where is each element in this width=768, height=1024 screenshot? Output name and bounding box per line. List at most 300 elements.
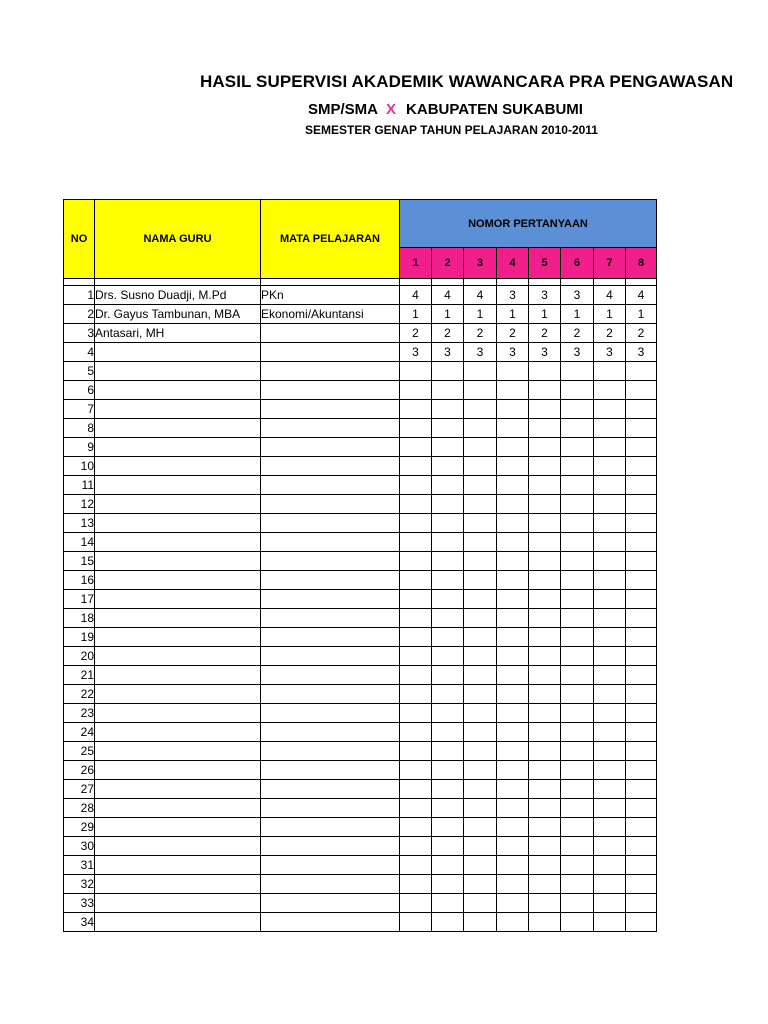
score-cell-q5 — [529, 628, 561, 647]
score-cell-q7 — [594, 780, 626, 799]
subject-cell — [261, 324, 400, 343]
score-cell-q4 — [497, 704, 529, 723]
teacher-name-cell — [95, 533, 261, 552]
score-cell-q8 — [626, 609, 657, 628]
score-cell-q2: 4 — [432, 286, 464, 305]
score-cell-q2 — [432, 837, 464, 856]
row-number-cell: 33 — [64, 894, 95, 913]
score-cell-q3 — [464, 742, 497, 761]
score-cell-q3 — [464, 780, 497, 799]
score-cell-q2 — [432, 818, 464, 837]
score-cell-q4 — [497, 571, 529, 590]
subject-cell — [261, 381, 400, 400]
table-row — [64, 685, 657, 704]
score-cell-q4 — [497, 647, 529, 666]
table-row — [64, 818, 657, 837]
score-cell-q5 — [529, 666, 561, 685]
score-cell-q8 — [626, 666, 657, 685]
score-cell-q7 — [594, 495, 626, 514]
row-number-cell: 4 — [64, 343, 95, 362]
score-cell-q7 — [594, 362, 626, 381]
score-cell-q3 — [464, 818, 497, 837]
score-cell-q7 — [594, 457, 626, 476]
score-cell-q2: 1 — [432, 305, 464, 324]
subject-cell — [261, 514, 400, 533]
subject-cell — [261, 761, 400, 780]
score-cell-q3 — [464, 647, 497, 666]
score-cell-q5 — [529, 514, 561, 533]
subject-cell — [261, 457, 400, 476]
score-cell-q4: 3 — [497, 286, 529, 305]
score-cell-q2 — [432, 875, 464, 894]
teacher-name-cell — [95, 457, 261, 476]
row-number-cell: 14 — [64, 533, 95, 552]
score-cell-q6: 1 — [561, 305, 594, 324]
score-cell-q6: 3 — [561, 286, 594, 305]
score-cell-q3: 3 — [464, 343, 497, 362]
score-cell-q4 — [497, 628, 529, 647]
score-cell-q6 — [561, 400, 594, 419]
subject-cell — [261, 343, 400, 362]
table-row — [64, 780, 657, 799]
score-cell-q3 — [464, 609, 497, 628]
row-number-cell: 29 — [64, 818, 95, 837]
score-cell-q3 — [464, 400, 497, 419]
table-row — [64, 913, 657, 932]
score-cell-q5 — [529, 818, 561, 837]
score-cell-q5: 3 — [529, 286, 561, 305]
score-cell-q2 — [432, 400, 464, 419]
score-cell-q7: 4 — [594, 286, 626, 305]
score-cell-q1 — [400, 837, 432, 856]
score-cell-q5 — [529, 875, 561, 894]
teacher-name-cell — [95, 666, 261, 685]
row-number-cell: 2 — [64, 305, 95, 324]
score-cell-q7 — [594, 723, 626, 742]
score-cell-q1 — [400, 419, 432, 438]
score-cell-q7 — [594, 590, 626, 609]
score-cell-q4 — [497, 742, 529, 761]
subject-cell — [261, 552, 400, 571]
score-cell-q3 — [464, 552, 497, 571]
row-number-cell: 34 — [64, 913, 95, 932]
score-cell-q1 — [400, 666, 432, 685]
score-cell-q7 — [594, 609, 626, 628]
score-cell-q1: 3 — [400, 343, 432, 362]
table-row — [64, 495, 657, 514]
subject-cell — [261, 495, 400, 514]
subject-cell — [261, 590, 400, 609]
score-cell-q1 — [400, 742, 432, 761]
score-cell-q8 — [626, 799, 657, 818]
row-number-cell: 11 — [64, 476, 95, 495]
score-cell-q2 — [432, 495, 464, 514]
score-cell-q8 — [626, 780, 657, 799]
score-cell-q6 — [561, 818, 594, 837]
row-number-cell: 32 — [64, 875, 95, 894]
score-cell-q6 — [561, 875, 594, 894]
score-cell-q5: 3 — [529, 343, 561, 362]
subject-cell — [261, 723, 400, 742]
score-cell-q1 — [400, 894, 432, 913]
score-cell-q6 — [561, 628, 594, 647]
score-cell-q5 — [529, 362, 561, 381]
row-number-cell: 23 — [64, 704, 95, 723]
score-cell-q1 — [400, 457, 432, 476]
subject-cell — [261, 438, 400, 457]
subject-cell — [261, 571, 400, 590]
score-cell-q2 — [432, 894, 464, 913]
school-level: SMP/SMA — [308, 101, 379, 118]
score-cell-q3 — [464, 723, 497, 742]
question-number-3: 3 — [464, 248, 497, 279]
subject-cell — [261, 894, 400, 913]
score-cell-q7 — [594, 704, 626, 723]
score-cell-q2: 3 — [432, 343, 464, 362]
score-cell-q4 — [497, 837, 529, 856]
score-cell-q5 — [529, 476, 561, 495]
score-cell-q2 — [432, 438, 464, 457]
score-cell-q3 — [464, 894, 497, 913]
score-cell-q6 — [561, 514, 594, 533]
score-cell-q1 — [400, 913, 432, 932]
score-cell-q3 — [464, 381, 497, 400]
score-cell-q6 — [561, 666, 594, 685]
teacher-name-cell — [95, 343, 261, 362]
score-cell-q6 — [561, 856, 594, 875]
score-cell-q7 — [594, 400, 626, 419]
score-cell-q4 — [497, 533, 529, 552]
teacher-name-cell: Dr. Gayus Tambunan, MBA — [95, 305, 261, 324]
score-cell-q6: 2 — [561, 324, 594, 343]
score-cell-q4 — [497, 685, 529, 704]
score-cell-q5 — [529, 609, 561, 628]
row-number-cell: 5 — [64, 362, 95, 381]
score-cell-q6 — [561, 704, 594, 723]
score-cell-q7 — [594, 666, 626, 685]
subject-cell — [261, 419, 400, 438]
score-cell-q7 — [594, 818, 626, 837]
score-cell-q1 — [400, 552, 432, 571]
table-row — [64, 647, 657, 666]
score-cell-q1 — [400, 533, 432, 552]
score-cell-q1 — [400, 799, 432, 818]
score-cell-q1 — [400, 362, 432, 381]
teacher-name-cell — [95, 742, 261, 761]
score-cell-q3 — [464, 666, 497, 685]
teacher-name-cell — [95, 894, 261, 913]
question-number-7: 7 — [594, 248, 626, 279]
score-cell-q7 — [594, 894, 626, 913]
score-cell-q6 — [561, 533, 594, 552]
row-number-cell: 30 — [64, 837, 95, 856]
teacher-name-cell — [95, 761, 261, 780]
table-row — [64, 400, 657, 419]
score-cell-q8 — [626, 761, 657, 780]
score-cell-q4 — [497, 590, 529, 609]
subject-cell — [261, 400, 400, 419]
teacher-name-cell — [95, 818, 261, 837]
score-cell-q7 — [594, 476, 626, 495]
row-number-cell: 13 — [64, 514, 95, 533]
score-cell-q6 — [561, 362, 594, 381]
score-cell-q3 — [464, 362, 497, 381]
score-cell-q2 — [432, 761, 464, 780]
subject-cell — [261, 362, 400, 381]
score-cell-q7 — [594, 533, 626, 552]
teacher-name-cell — [95, 381, 261, 400]
score-cell-q6 — [561, 799, 594, 818]
score-cell-q6 — [561, 723, 594, 742]
score-cell-q1 — [400, 761, 432, 780]
score-cell-q1 — [400, 381, 432, 400]
score-cell-q7 — [594, 419, 626, 438]
score-cell-q2 — [432, 628, 464, 647]
score-cell-q6 — [561, 438, 594, 457]
subject-cell — [261, 647, 400, 666]
score-cell-q4 — [497, 381, 529, 400]
question-number-1: 1 — [400, 248, 432, 279]
table-row — [64, 343, 657, 362]
score-cell-q3: 2 — [464, 324, 497, 343]
score-cell-q7 — [594, 856, 626, 875]
score-cell-q2 — [432, 533, 464, 552]
score-cell-q5 — [529, 457, 561, 476]
teacher-name-cell — [95, 837, 261, 856]
score-cell-q2 — [432, 685, 464, 704]
table-row — [64, 875, 657, 894]
score-cell-q6: 3 — [561, 343, 594, 362]
score-cell-q8 — [626, 590, 657, 609]
teacher-name-cell — [95, 476, 261, 495]
score-cell-q3 — [464, 495, 497, 514]
table-row — [64, 571, 657, 590]
score-cell-q7 — [594, 742, 626, 761]
score-cell-q8 — [626, 628, 657, 647]
score-cell-q8 — [626, 400, 657, 419]
score-cell-q1 — [400, 875, 432, 894]
semester-label: SEMESTER GENAP TAHUN PELAJARAN 2010-2011 — [305, 123, 598, 137]
score-cell-q2 — [432, 590, 464, 609]
row-number-cell: 7 — [64, 400, 95, 419]
score-cell-q6 — [561, 609, 594, 628]
score-cell-q8 — [626, 837, 657, 856]
score-cell-q6 — [561, 571, 594, 590]
score-cell-q6 — [561, 685, 594, 704]
score-cell-q1 — [400, 609, 432, 628]
score-cell-q5 — [529, 761, 561, 780]
row-number-cell: 20 — [64, 647, 95, 666]
score-cell-q2 — [432, 913, 464, 932]
score-cell-q5 — [529, 590, 561, 609]
subject-cell — [261, 685, 400, 704]
score-cell-q7 — [594, 628, 626, 647]
subject-cell — [261, 704, 400, 723]
score-cell-q6 — [561, 837, 594, 856]
subject-cell — [261, 780, 400, 799]
row-number-cell: 27 — [64, 780, 95, 799]
score-cell-q3 — [464, 837, 497, 856]
table-row — [64, 514, 657, 533]
score-cell-q4 — [497, 552, 529, 571]
score-cell-q3 — [464, 799, 497, 818]
score-cell-q4 — [497, 609, 529, 628]
score-cell-q8 — [626, 913, 657, 932]
table-row — [64, 666, 657, 685]
score-cell-q1 — [400, 628, 432, 647]
question-number-6: 6 — [561, 248, 594, 279]
question-number-2: 2 — [432, 248, 464, 279]
score-cell-q2 — [432, 609, 464, 628]
score-cell-q1 — [400, 495, 432, 514]
table-row — [64, 894, 657, 913]
score-cell-q7 — [594, 438, 626, 457]
score-cell-q7 — [594, 647, 626, 666]
table-body — [64, 279, 657, 932]
score-cell-q1 — [400, 514, 432, 533]
row-number-cell: 19 — [64, 628, 95, 647]
score-cell-q5 — [529, 742, 561, 761]
subject-cell — [261, 476, 400, 495]
score-cell-q2 — [432, 362, 464, 381]
teacher-name-cell: Antasari, MH — [95, 324, 261, 343]
table-row — [64, 286, 657, 305]
score-cell-q7 — [594, 913, 626, 932]
score-cell-q5 — [529, 571, 561, 590]
score-cell-q3 — [464, 761, 497, 780]
score-cell-q5 — [529, 438, 561, 457]
score-cell-q1 — [400, 723, 432, 742]
score-cell-q8 — [626, 856, 657, 875]
score-cell-q5 — [529, 704, 561, 723]
score-cell-q3 — [464, 875, 497, 894]
teacher-name-cell — [95, 590, 261, 609]
score-cell-q4 — [497, 476, 529, 495]
score-cell-q8 — [626, 818, 657, 837]
subject-cell — [261, 666, 400, 685]
score-cell-q3 — [464, 438, 497, 457]
score-cell-q8 — [626, 514, 657, 533]
header-questions: NOMOR PERTANYAAN — [400, 200, 657, 248]
score-cell-q6 — [561, 761, 594, 780]
score-cell-q3 — [464, 571, 497, 590]
subject-cell — [261, 875, 400, 894]
score-cell-q6 — [561, 742, 594, 761]
subject-cell — [261, 837, 400, 856]
row-number-cell: 25 — [64, 742, 95, 761]
score-cell-q3 — [464, 514, 497, 533]
row-number-cell: 18 — [64, 609, 95, 628]
score-cell-q3 — [464, 476, 497, 495]
score-cell-q1: 4 — [400, 286, 432, 305]
row-number-cell: 26 — [64, 761, 95, 780]
teacher-name-cell — [95, 400, 261, 419]
score-cell-q8 — [626, 647, 657, 666]
score-cell-q8 — [626, 742, 657, 761]
score-cell-q4 — [497, 362, 529, 381]
document-subtitle — [308, 101, 583, 118]
score-cell-q5 — [529, 552, 561, 571]
subject-cell — [261, 856, 400, 875]
teacher-name-cell — [95, 438, 261, 457]
row-number-cell: 9 — [64, 438, 95, 457]
score-cell-q7 — [594, 571, 626, 590]
score-cell-q7: 2 — [594, 324, 626, 343]
score-cell-q8 — [626, 875, 657, 894]
score-cell-q3 — [464, 457, 497, 476]
score-cell-q7 — [594, 799, 626, 818]
score-cell-q1 — [400, 780, 432, 799]
score-cell-q4 — [497, 818, 529, 837]
table-row — [64, 723, 657, 742]
score-cell-q4: 3 — [497, 343, 529, 362]
score-cell-q6 — [561, 647, 594, 666]
subject-cell — [261, 609, 400, 628]
score-cell-q8 — [626, 419, 657, 438]
score-cell-q5 — [529, 913, 561, 932]
score-cell-q8 — [626, 533, 657, 552]
header-name: NAMA GURU — [95, 200, 261, 279]
row-number-cell: 6 — [64, 381, 95, 400]
score-cell-q7 — [594, 381, 626, 400]
teacher-name-cell — [95, 514, 261, 533]
score-cell-q8 — [626, 438, 657, 457]
score-cell-q2 — [432, 552, 464, 571]
subject-cell: Ekonomi/Akuntansi — [261, 305, 400, 324]
teacher-name-cell — [95, 362, 261, 381]
row-number-cell: 28 — [64, 799, 95, 818]
score-cell-q7 — [594, 552, 626, 571]
score-cell-q6 — [561, 495, 594, 514]
teacher-name-cell — [95, 856, 261, 875]
question-number-5: 5 — [529, 248, 561, 279]
score-cell-q2: 2 — [432, 324, 464, 343]
score-cell-q3 — [464, 704, 497, 723]
row-number-cell: 22 — [64, 685, 95, 704]
score-cell-q3: 4 — [464, 286, 497, 305]
score-cell-q6 — [561, 590, 594, 609]
table-row — [64, 628, 657, 647]
score-cell-q1 — [400, 476, 432, 495]
table-row — [64, 837, 657, 856]
score-cell-q1 — [400, 856, 432, 875]
score-cell-q1 — [400, 590, 432, 609]
row-number-cell: 10 — [64, 457, 95, 476]
question-number-4: 4 — [497, 248, 529, 279]
score-cell-q3 — [464, 856, 497, 875]
table-row — [64, 533, 657, 552]
level-mark: X — [386, 101, 397, 118]
score-cell-q5 — [529, 837, 561, 856]
score-cell-q7 — [594, 837, 626, 856]
score-cell-q6 — [561, 381, 594, 400]
score-cell-q8 — [626, 552, 657, 571]
score-cell-q2 — [432, 799, 464, 818]
score-cell-q8 — [626, 704, 657, 723]
teacher-name-cell — [95, 685, 261, 704]
score-cell-q3 — [464, 685, 497, 704]
score-cell-q8 — [626, 894, 657, 913]
district-name: KABUPATEN SUKABUMI — [406, 101, 583, 118]
score-cell-q8: 4 — [626, 286, 657, 305]
score-cell-q8 — [626, 495, 657, 514]
score-cell-q7 — [594, 875, 626, 894]
teacher-name-cell — [95, 647, 261, 666]
subject-cell — [261, 742, 400, 761]
score-cell-q7 — [594, 685, 626, 704]
row-number-cell: 21 — [64, 666, 95, 685]
table-row — [64, 438, 657, 457]
